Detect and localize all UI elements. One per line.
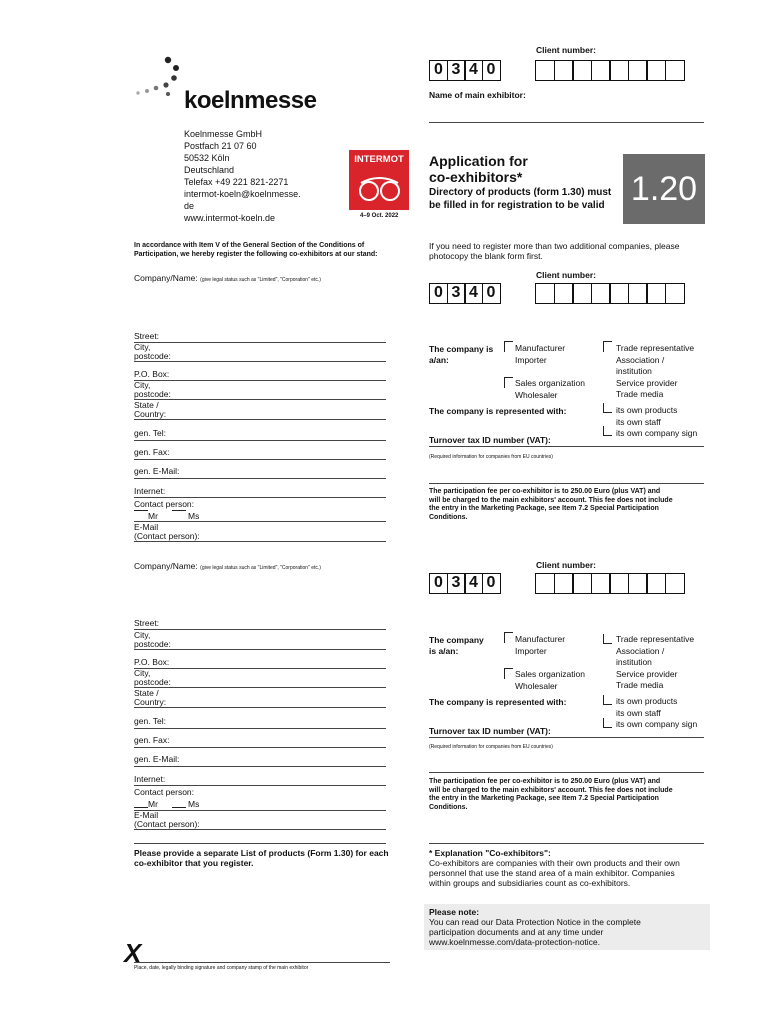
vat-field[interactable] bbox=[429, 446, 704, 447]
manufacturer-checkbox[interactable] bbox=[504, 341, 513, 352]
ms-checkbox[interactable] bbox=[172, 807, 186, 808]
fax-field[interactable] bbox=[134, 459, 386, 460]
form-subtitle: Directory of products (form 1.30) must be filled in for registration to be valid bbox=[429, 187, 612, 211]
contact-email-label: E-Mail (Contact person): bbox=[134, 522, 200, 541]
address-line: Postfach 21 07 60 bbox=[184, 141, 257, 151]
city-field[interactable] bbox=[134, 361, 386, 362]
po-box-label: P.O. Box: bbox=[134, 657, 170, 667]
own-sign-checkbox[interactable] bbox=[603, 426, 612, 436]
email-field[interactable] bbox=[134, 766, 386, 767]
internet-label: Internet: bbox=[134, 774, 166, 784]
form-title: Application for co-exhibitors* bbox=[429, 153, 528, 185]
opt-manufacturer: Manufacturer Importer bbox=[515, 343, 566, 365]
street-field[interactable] bbox=[134, 342, 386, 343]
vat-label: Turnover tax ID number (VAT): bbox=[429, 726, 551, 736]
ms-checkbox[interactable] bbox=[172, 510, 186, 511]
divider bbox=[134, 843, 386, 844]
intro-right: If you need to register more than two additional companies, please photocopy the blank form first. bbox=[429, 241, 680, 261]
client-number-input[interactable] bbox=[535, 573, 683, 594]
email-field[interactable] bbox=[134, 478, 386, 479]
contact-field[interactable] bbox=[134, 521, 386, 522]
company-name-label: Company/Name: (give legal status such as "Limited", "Corporation" etc.) bbox=[134, 273, 321, 283]
intro-left: In accordance with Item V of the General Section of the Conditions of Participation, we hereby register the following co-exhibitors at our stand: bbox=[134, 242, 378, 258]
ms-label: Ms bbox=[188, 511, 200, 521]
data-protection-note: Please note: You can read our Data Protection Notice in the complete participation documents and at any time under www.koelnmesse.com/data-protection-notice. bbox=[424, 904, 710, 950]
form-number-badge: 1.20 bbox=[623, 154, 705, 224]
client-number-prefix: 0 3 4 0 bbox=[429, 283, 499, 304]
company-is-label: The company is a/an: bbox=[429, 344, 494, 365]
city-field[interactable] bbox=[134, 649, 386, 650]
tel-label: gen. Tel: bbox=[134, 428, 166, 438]
fax-label: gen. Fax: bbox=[134, 447, 170, 457]
email-label: gen. E-Mail: bbox=[134, 466, 180, 476]
motorcycle-icon bbox=[349, 165, 409, 209]
client-digit: 0 bbox=[429, 60, 448, 81]
client-number-prefix: 0 3 4 0 bbox=[429, 573, 499, 594]
city-field[interactable] bbox=[134, 399, 386, 400]
address-line: www.intermot-koeln.de bbox=[184, 213, 276, 223]
trade-rep-checkbox[interactable] bbox=[603, 341, 612, 352]
fax-label: gen. Fax: bbox=[134, 735, 170, 745]
address-block bbox=[184, 128, 301, 224]
street-label: Street: bbox=[134, 331, 160, 341]
address-line: Deutschland bbox=[184, 165, 235, 175]
trade-rep-checkbox[interactable] bbox=[603, 634, 612, 644]
own-sign-checkbox[interactable] bbox=[603, 718, 612, 728]
main-exhibitor-label: Name of main exhibitor: bbox=[429, 90, 526, 100]
own-products-checkbox[interactable] bbox=[603, 695, 612, 705]
opt-own: its own products its own staff its own company sign bbox=[616, 696, 698, 729]
address-line: intermot-koeln@koelnmesse. bbox=[184, 189, 301, 199]
sales-checkbox[interactable] bbox=[504, 668, 513, 679]
divider bbox=[429, 843, 704, 844]
city-label: City, postcode: bbox=[134, 342, 171, 361]
client-number-input[interactable] bbox=[535, 283, 683, 304]
city-label: City, postcode: bbox=[134, 668, 171, 687]
client-number-prefix bbox=[429, 60, 499, 81]
ms-label: Ms bbox=[188, 799, 200, 809]
tel-field[interactable] bbox=[134, 440, 386, 441]
opt-sales: Sales organization Wholesaler bbox=[515, 669, 585, 691]
vat-field[interactable] bbox=[429, 737, 704, 738]
mr-checkbox[interactable] bbox=[134, 510, 148, 511]
event-dates: 4–9 Oct. 2022 bbox=[360, 213, 399, 219]
state-label: State / Country: bbox=[134, 400, 167, 419]
address-line: de bbox=[184, 201, 195, 211]
opt-sales: Sales organization Wholesaler bbox=[515, 378, 585, 400]
manufacturer-checkbox[interactable] bbox=[504, 632, 513, 643]
own-products-checkbox[interactable] bbox=[603, 403, 612, 413]
signature-field[interactable] bbox=[134, 962, 390, 963]
opt-own: its own products its own staff its own company sign bbox=[616, 405, 698, 438]
tel-field[interactable] bbox=[134, 728, 386, 729]
signature-label: Place, date, legally binding signature and company stamp of the main exhibitor bbox=[134, 965, 309, 971]
client-digit: 4 bbox=[464, 60, 483, 81]
vat-hint: (Required information for companies from EU countries) bbox=[429, 454, 553, 460]
opt-manufacturer: Manufacturer Importer bbox=[515, 634, 566, 656]
client-number-label: Client number: bbox=[536, 270, 596, 280]
represented-label: The company is represented with: bbox=[429, 406, 567, 416]
state-field[interactable] bbox=[134, 419, 386, 420]
koelnmesse-logo-icon bbox=[130, 55, 190, 105]
address-line: 50532 Köln bbox=[184, 153, 230, 163]
address-line: Telefax +49 221 821-2271 bbox=[184, 177, 289, 187]
email-label: gen. E-Mail: bbox=[134, 754, 180, 764]
represented-label: The company is represented with: bbox=[429, 697, 567, 707]
street-label: Street: bbox=[134, 618, 160, 628]
signature-mark: X bbox=[124, 938, 142, 968]
mr-label: Mr bbox=[148, 511, 158, 521]
vat-hint: (Required information for companies from EU countries) bbox=[429, 744, 553, 750]
koelnmesse-logo-text: koelnmesse bbox=[184, 87, 317, 114]
fax-field[interactable] bbox=[134, 747, 386, 748]
internet-label: Internet: bbox=[134, 486, 166, 496]
client-number-input[interactable] bbox=[535, 60, 683, 81]
po-box-field[interactable] bbox=[134, 380, 386, 381]
internet-field[interactable] bbox=[134, 785, 386, 786]
contact-email-field[interactable] bbox=[134, 541, 386, 542]
company-name-label: Company/Name: (give legal status such as "Limited", "Corporation" etc.) bbox=[134, 561, 321, 571]
client-number-label: Client number: bbox=[536, 45, 596, 55]
opt-trade-rep: Trade representative Association / institution Service provider Trade media bbox=[616, 634, 695, 690]
internet-field[interactable] bbox=[134, 497, 386, 498]
divider bbox=[429, 483, 704, 484]
contact-label: Contact person: bbox=[134, 787, 195, 797]
city-label: City, postcode: bbox=[134, 630, 171, 649]
street-field[interactable] bbox=[134, 629, 386, 630]
po-box-label: P.O. Box: bbox=[134, 369, 170, 379]
client-digit: 3 bbox=[447, 60, 466, 81]
vat-label: Turnover tax ID number (VAT): bbox=[429, 435, 551, 445]
opt-trade-rep: Trade representative Association / institution Service provider Trade media bbox=[616, 343, 695, 399]
intermot-logo: INTERMOT bbox=[349, 150, 409, 210]
client-number-label: Client number: bbox=[536, 560, 596, 570]
main-exhibitor-field[interactable] bbox=[429, 122, 704, 123]
state-label: State / Country: bbox=[134, 688, 167, 707]
sales-checkbox[interactable] bbox=[504, 377, 513, 388]
contact-email-label: E-Mail (Contact person): bbox=[134, 810, 200, 829]
contact-label: Contact person: bbox=[134, 499, 195, 509]
fee-note: The participation fee per co-exhibitor is to 250.00 Euro (plus VAT) and will be charged to the main exhibitors' account. This fee does not include the entry in the Marketing Package, see Item 7.2 Special Participation Conditions. bbox=[429, 778, 673, 811]
fee-note: The participation fee per co-exhibitor is to 250.00 Euro (plus VAT) and will be charged to the main exhibitors' account. This fee does not include the entry in the Marketing Package, see Item 7.2 Special Participation Conditions. bbox=[429, 488, 673, 521]
contact-email-field[interactable] bbox=[134, 829, 386, 830]
po-box-field[interactable] bbox=[134, 668, 386, 669]
company-is-label: The company is a/an: bbox=[429, 635, 484, 656]
city-label: City, postcode: bbox=[134, 380, 171, 399]
state-field[interactable] bbox=[134, 707, 386, 708]
address-line: Koelnmesse GmbH bbox=[184, 129, 263, 139]
client-digit: 0 bbox=[482, 60, 501, 81]
city-field[interactable] bbox=[134, 687, 386, 688]
tel-label: gen. Tel: bbox=[134, 716, 166, 726]
explanation: * Explanation "Co-exhibitors": Co-exhibitors are companies with their own products and their own personnel that use the stand area of a main exhibitor. Companies within groups and subsidiaries count as co-exhibitors. bbox=[429, 848, 680, 888]
list-note: Please provide a separate List of products (Form 1.30) for each co-exhibitor that you register. bbox=[134, 848, 389, 868]
mr-label: Mr bbox=[148, 799, 158, 809]
divider bbox=[429, 772, 704, 773]
mr-checkbox[interactable] bbox=[134, 807, 148, 808]
